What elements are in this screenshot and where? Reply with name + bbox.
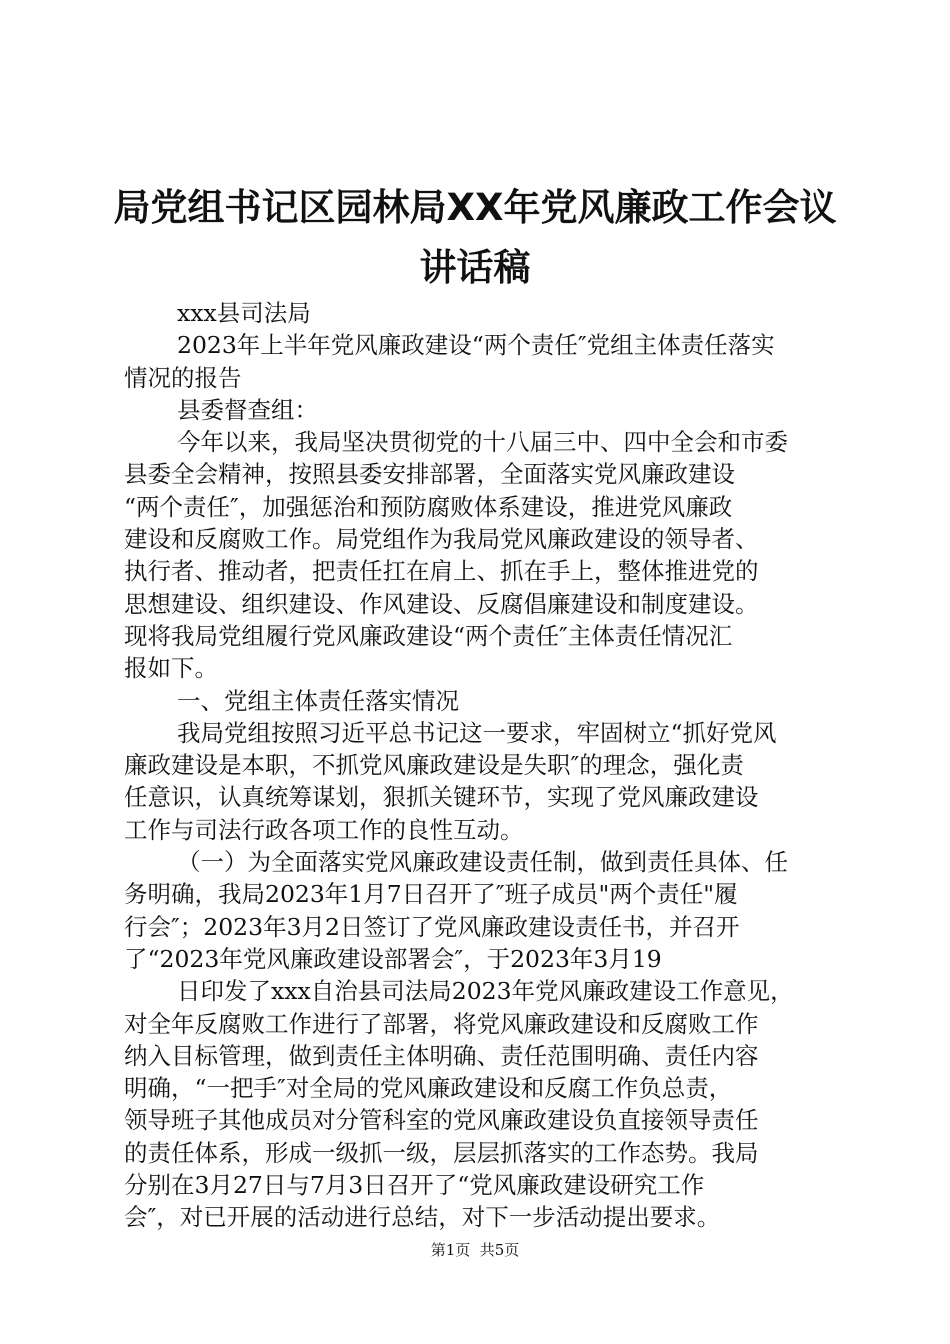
text-line: 报如下。 — [124, 654, 218, 683]
text-line: 务明确，我局2023年1月7日召开了″班子成员"两个责任"履 — [124, 880, 738, 909]
text-line: 纳入目标管理，做到责任主体明确、责任范围明确、责任内容 — [124, 1041, 759, 1070]
text-line: 县委督查组： — [177, 395, 318, 424]
text-line: 行会″；2023年3月2日签订了党风廉政建设责任书，并召开 — [124, 912, 740, 941]
text-line: 我局党组按照习近平总书记这一要求，牢固树立“抓好党风 — [177, 718, 777, 747]
text-line: 明确，“一把手″对全局的党风廉政建设和反腐工作负总责， — [124, 1074, 733, 1103]
text-line: 的责任体系，形成一级抓一级，层层抓落实的工作态势。我局 — [124, 1138, 759, 1167]
document-body — [124, 297, 844, 1234]
text-line: 执行者、推动者，把责任扛在肩上、抓在手上，整体推进党的 — [124, 557, 759, 586]
text-line: 任意识，认真统筹谋划，狠抓关键环节，实现了党风廉政建设 — [124, 783, 759, 812]
text-line: （一）为全面落实党风廉政建设责任制，做到责任具体、任 — [177, 848, 788, 877]
text-line: 今年以来，我局坚决贯彻党的十八届三中、四中全会和市委 — [177, 428, 788, 457]
text-line: 工作与司法行政各项工作的良性互动。 — [124, 815, 524, 844]
text-line: 县委全会精神，按照县委安排部署，全面落实党风廉政建设 — [124, 460, 735, 489]
text-line: 廉政建设是本职，不抓党风廉政建设是失职″的理念，强化责 — [124, 751, 744, 780]
text-line: xxx县司法局 — [177, 299, 311, 327]
document-title — [110, 178, 840, 298]
text-line: 对全年反腐败工作进行了部署，将党风廉政建设和反腐败工作 — [124, 1009, 759, 1038]
text-line: 日印发了xxx自治县司法局2023年党风廉政建设工作意见， — [177, 977, 794, 1006]
page-footer: 第1页 共5页 — [430, 1241, 520, 1259]
text-line: 了“2023年党风廉政建设部署会″，于2023年3月19 — [124, 944, 662, 973]
title-line-1: 局党组书记区园林局XX年党风廉政工作会议 — [113, 186, 837, 229]
text-line: 一、党组主体责任落实情况 — [177, 686, 459, 715]
text-line: 现将我局党组履行党风廉政建设“两个责任″主体责任情况汇 — [124, 621, 733, 650]
text-line: 2023年上半年党风廉政建设“两个责任″党组主体责任落实 — [177, 331, 775, 360]
text-line: 思想建设、组织建设、作风建设、反腐倡廉建设和制度建设。 — [124, 589, 759, 618]
text-line: 分别在3月27日与7月3日召开了“党风廉政建设研究工作 — [124, 1171, 705, 1200]
text-line: “两个责任″，加强惩治和预防腐败体系建设，推进党风廉政 — [124, 492, 733, 521]
title-line-2: 讲话稿 — [419, 246, 531, 289]
text-line: 会″，对已开展的活动进行总结，对下一步活动提出要求。 — [124, 1203, 721, 1232]
text-line: 领导班子其他成员对分管科室的党风廉政建设负直接领导责任 — [124, 1106, 759, 1135]
text-line: 建设和反腐败工作。局党组作为我局党风廉政建设的领导者、 — [124, 525, 759, 554]
text-line: 情况的报告 — [124, 363, 242, 392]
